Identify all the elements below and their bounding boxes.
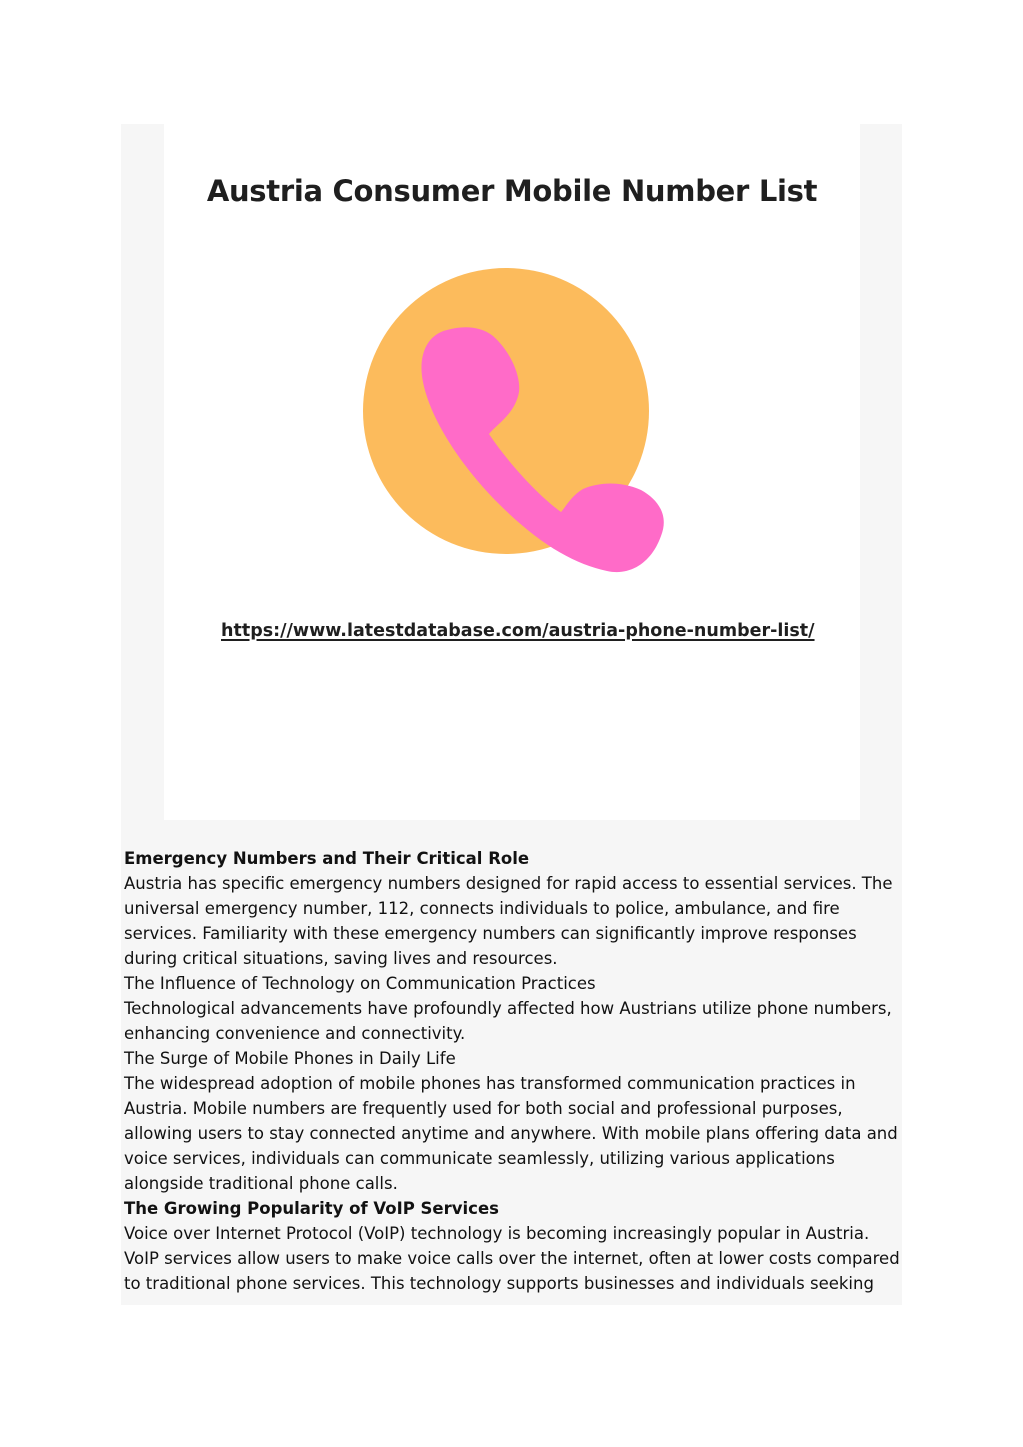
article-body <box>124 846 902 1296</box>
subheading-technology: The Influence of Technology on Communication Practices <box>124 974 596 993</box>
paragraph-mobile-phones: The widespread adoption of mobile phones has transformed communication practices in Austria. Mobile numbers are frequently used for both social and professional purposes, allowing users to stay connected anytime and anywhere. With mobile plans offering data and voice services, individuals can communicate seamlessly, utilizing various applications alongside traditional phone calls. <box>124 1074 898 1193</box>
subheading-mobile-phones: The Surge of Mobile Phones in Daily Life <box>124 1049 456 1068</box>
paragraph-technology: Technological advancements have profoundly affected how Austrians utilize phone numbers, enhancing convenience and connectivity. <box>124 999 892 1043</box>
phone-icon <box>359 264 689 594</box>
paragraph-voip: Voice over Internet Protocol (VoIP) technology is becoming increasingly popular in Austria. VoIP services allow users to make voice calls over the internet, often at lower costs compared to traditional phone services. This technology supports businesses and individuals seeking <box>124 1224 900 1293</box>
banner-image <box>164 124 860 820</box>
heading-emergency-numbers: Emergency Numbers and Their Critical Role <box>124 849 530 868</box>
heading-voip: The Growing Popularity of VoIP Services <box>124 1199 499 1218</box>
banner-url: https://www.latestdatabase.com/austria-phone-number-list/ <box>221 621 815 641</box>
document-page <box>121 124 902 1305</box>
banner-title: Austria Consumer Mobile Number List <box>206 174 818 208</box>
paragraph-emergency: Austria has specific emergency numbers designed for rapid access to essential services. The universal emergency number, 112, connects individuals to police, ambulance, and fire services. Familiarity with these emergency numbers can significantly improve responses during critical situations, saving lives and resources. <box>124 874 893 968</box>
